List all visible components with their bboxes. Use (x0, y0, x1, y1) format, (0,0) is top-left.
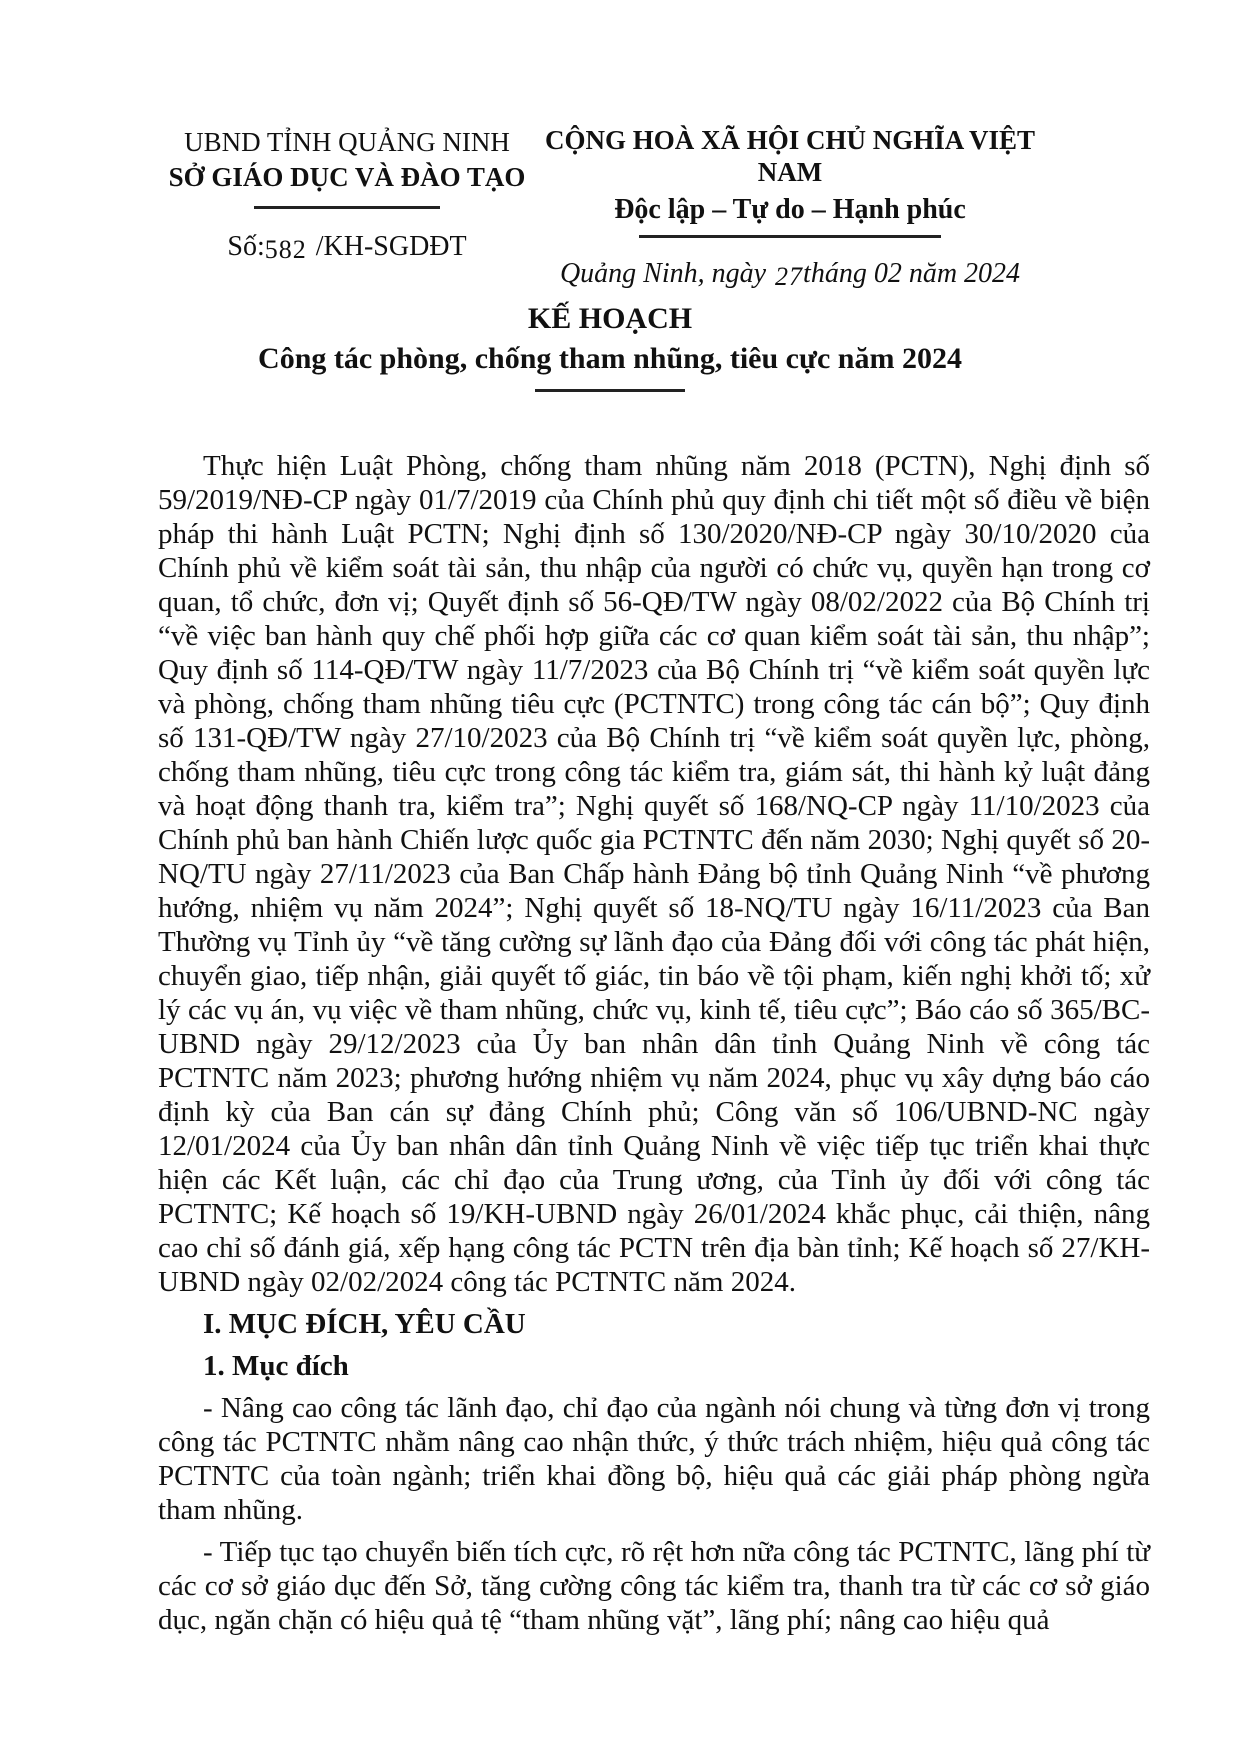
purpose-paragraph-2: - Tiếp tục tạo chuyển biến tích cực, rõ rệt hơn nữa công tác PCTNTC, lãng phí từ các cơ sở giáo dục đến Sở, tăng cường công tác kiểm tra, thanh tra từ các cơ sở giáo dục, ngăn chặn có hiệu quả tệ “tham nhũng vặt”, lãng phí; nâng cao hiệu quả (158, 1536, 1150, 1636)
section-1-1-heading: 1. Mục đích (203, 1350, 349, 1382)
place-date-prefix: Quảng Ninh, ngày (559, 258, 767, 290)
title-underline-rule (535, 389, 685, 392)
issuing-org-block (148, 126, 546, 263)
national-title: CỘNG HOÀ XÃ HỘI CHỦ NGHĨA VIỆT NAM (544, 125, 1036, 188)
document-number-symbol: /KH-SGDĐT (315, 230, 467, 262)
document-number (148, 230, 546, 264)
org-name: SỞ GIÁO DỤC VÀ ĐÀO TẠO (168, 162, 526, 193)
document-type-title: KẾ HOẠCH (527, 302, 693, 335)
document-number-value: 582 (264, 234, 307, 264)
national-header-block (540, 124, 1040, 291)
document-body (158, 449, 1150, 1637)
org-parent-name: UBND TỈNH QUẢNG NINH (184, 127, 510, 157)
national-motto: Độc lập – Tự do – Hạnh phúc (614, 193, 966, 225)
place-date-suffix: tháng 02 năm 2024 (803, 258, 1021, 290)
org-underline-rule (254, 206, 440, 209)
place-date-line (540, 257, 1040, 291)
document-number-label: Số: (227, 230, 265, 262)
document-title-block (0, 300, 1220, 392)
intro-paragraph: Thực hiện Luật Phòng, chống tham nhũng năm 2018 (PCTN), Nghị định số 59/2019/NĐ-CP ngày 01/7/2019 của Chính phủ quy định chi tiết một số điều về biện pháp thi hành Luật PCTN; Nghị định số 130/2020/NĐ-CP ngày 30/10/2020 của Chính phủ về kiểm soát tài sản, thu nhập của người có chức vụ, quyền hạn trong cơ quan, tổ chức, đơn vị; Quyết định số 56-QĐ/TW ngày 08/02/2022 của Bộ Chính trị “về việc ban hành quy chế phối hợp giữa các cơ quan kiểm soát tài sản, thu nhập”; Quy định số 114-QĐ/TW ngày 11/7/2023 của Bộ Chính trị “về kiểm soát quyền lực và phòng, chống tham nhũng tiêu cực (PCTNTC) trong công tác cán bộ”; Quy định số 131-QĐ/TW ngày 27/10/2023 của Bộ Chính trị “về kiểm soát quyền lực, phòng, chống tham nhũng, tiêu cực trong công tác kiểm tra, giám sát, thi hành kỷ luật đảng và hoạt động thanh tra, kiểm tra”; Nghị quyết số 168/NQ-CP ngày 11/10/2023 của Chính phủ ban hành Chiến lược quốc gia PCTNTC đến năm 2030; Nghị quyết số 20-NQ/TU ngày 27/11/2023 của Ban Chấp hành Đảng bộ tỉnh Quảng Ninh “về phương hướng, nhiệm vụ năm 2024”; Nghị quyết số 18-NQ/TU ngày 16/11/2023 của Ban Thường vụ Tỉnh ủy “về tăng cường sự lãnh đạo của Đảng đối với công tác phát hiện, chuyển giao, tiếp nhận, giải quyết tố giác, tin báo về tội phạm, kiến nghị khởi tố; xử lý các vụ án, vụ việc về tham nhũng, chức vụ, kinh tế, tiêu cực”; Báo cáo số 365/BC-UBND ngày 29/12/2023 của Ủy ban nhân dân tỉnh Quảng Ninh về công tác PCTNTC năm 2023; phương hướng nhiệm vụ năm 2024, phục vụ xây dựng báo cáo định kỳ của Ban cán sự đảng Chính phủ; Công văn số 106/UBND-NC ngày 12/01/2024 của Ủy ban nhân dân tỉnh Quảng Ninh về việc tiếp tục triển khai thực hiện các Kết luận, các chỉ đạo của Trung ương, của Tỉnh ủy đối với công tác PCTNTC; Kế hoạch số 19/KH-UBND ngày 26/01/2024 khắc phục, cải thiện, nâng cao chỉ số đánh giá, xếp hạng công tác PCTN trên địa bàn tỉnh; Kế hoạch số 27/KH-UBND ngày 02/02/2024 công tác PCTNTC năm 2024. (158, 450, 1150, 1298)
date-day-value: 27 (775, 262, 804, 292)
section-1-heading: I. MỤC ĐÍCH, YÊU CẦU (203, 1308, 526, 1340)
purpose-paragraph-1: - Nâng cao công tác lãnh đạo, chỉ đạo của ngành nói chung và từng đơn vị trong công tác PCTNTC nhằm nâng cao nhận thức, ý thức trách nhiệm, hiệu quả công tác PCTNTC của toàn ngành; triển khai đồng bộ, hiệu quả các giải pháp phòng ngừa tham nhũng. (158, 1392, 1150, 1526)
document-subject-title: Công tác phòng, chống tham nhũng, tiêu cực năm 2024 (258, 341, 962, 375)
motto-underline-rule (639, 235, 941, 238)
